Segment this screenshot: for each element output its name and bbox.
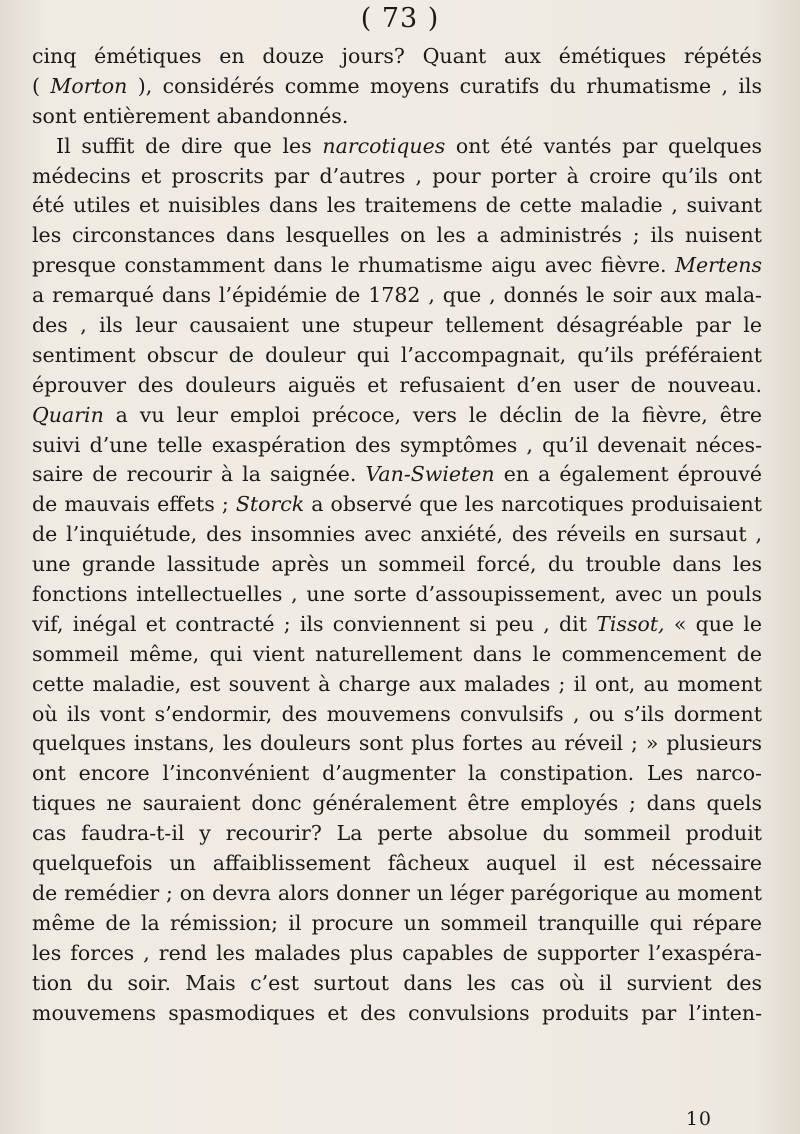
italic-name: Morton [50, 73, 128, 98]
signature-mark: 10 [685, 1108, 712, 1130]
text-segment: les forces , rend les malades plus capables de supporter l’exaspéra- [32, 940, 762, 965]
text-line [32, 401, 762, 431]
italic-name: narcotiques [322, 133, 446, 158]
text-line [32, 281, 762, 311]
italic-name: Van-Swieten [365, 462, 495, 487]
text-segment: les circonstances dans lesquelles on les a administrés ; ils nuisent [32, 223, 762, 248]
body-text [32, 42, 762, 1028]
text-segment: ont encore l’inconvénient d’augmenter la constipation. Les narco- [32, 761, 762, 786]
text-line [32, 431, 762, 461]
text-segment: a vu leur emploi précoce, vers le déclin de la fièvre, être [103, 402, 762, 427]
text-line [32, 969, 762, 999]
text-line [32, 371, 762, 401]
text-line [32, 221, 762, 251]
text-segment: médecins et proscrits par d’autres , pour porter à croire qu’ils ont [32, 163, 762, 188]
text-segment: « que le [664, 611, 762, 636]
text-line [32, 670, 762, 700]
italic-name: Tissot, [596, 611, 665, 636]
text-line [32, 789, 762, 819]
text-segment: tiques ne sauraient donc généralement être employés ; dans quels [32, 791, 762, 816]
text-segment: cas faudra-t-il y recourir? La perte absolue du sommeil produit [32, 821, 762, 846]
text-segment: de l’inquiétude, des insomnies avec anxiété, des réveils en sursaut , [32, 522, 762, 547]
text-line [32, 251, 762, 281]
text-segment: en a également éprouvé [494, 462, 762, 487]
text-segment: suivi d’une telle exaspération des symptômes , qu’il devenait néces- [32, 432, 762, 457]
text-line [32, 102, 762, 132]
text-line [32, 341, 762, 371]
text-line [32, 520, 762, 550]
italic-name: Storck [235, 492, 305, 517]
text-line [32, 700, 762, 730]
text-segment: vif, inégal et contracté ; ils conviennent si peu , dit [32, 611, 597, 636]
text-segment: ont été vantés par quelques [445, 133, 762, 158]
text-line [32, 999, 762, 1029]
text-line [32, 759, 762, 789]
text-segment: été utiles et nuisibles dans les traitemens de cette maladie , suivant [32, 193, 762, 218]
text-line [32, 610, 762, 640]
text-line [32, 132, 762, 162]
text-segment: quelques instans, les douleurs sont plus fortes au réveil ; » plusieurs [32, 731, 762, 756]
italic-name: Mertens [674, 253, 762, 278]
text-line [32, 879, 762, 909]
italic-name: Quarin [32, 402, 104, 427]
text-segment: où ils vont s’endormir, des mouvemens convulsifs , ou s’ils dorment [32, 701, 762, 726]
text-segment: sentiment obscur de douleur qui l’accompagnait, qu’ils préféraient [32, 342, 762, 367]
text-segment: ( [32, 73, 51, 98]
text-segment: quelquefois un affaiblissement fâcheux auquel il est nécessaire [32, 851, 762, 876]
text-segment: une grande lassitude après un sommeil forcé, du trouble dans les [32, 552, 762, 577]
text-line [32, 640, 762, 670]
text-segment: cette maladie, est souvent à charge aux malades ; il ont, au moment [32, 671, 762, 696]
text-segment: sont entièrement abandonnés. [32, 103, 349, 128]
text-line [32, 460, 762, 490]
text-line [32, 939, 762, 969]
text-segment: de mauvais effets ; [32, 492, 236, 517]
text-line [32, 42, 762, 72]
text-segment: presque constamment dans le rhumatisme aigu avec fièvre. [32, 253, 675, 278]
page-number: ( 73 ) [360, 3, 440, 34]
text-line [32, 490, 762, 520]
text-segment: ), considérés comme moyens curatifs du rhumatisme , ils [127, 73, 762, 98]
text-line [32, 909, 762, 939]
text-line [32, 72, 762, 102]
text-segment: même de la rémission; il procure un sommeil tranquille qui répare [32, 910, 762, 935]
text-line [32, 191, 762, 221]
text-segment: Il suffit de dire que les [56, 133, 323, 158]
text-line [32, 162, 762, 192]
text-segment: éprouver des douleurs aiguës et refusaient d’en user de nouveau. [32, 372, 762, 397]
text-line [32, 550, 762, 580]
text-line [32, 311, 762, 341]
text-segment: fonctions intellectuelles , une sorte d’assoupissement, avec un pouls [32, 582, 762, 607]
text-segment: cinq émétiques en douze jours? Quant aux émétiques répétés [32, 44, 762, 68]
text-line [32, 819, 762, 849]
text-line [32, 849, 762, 879]
text-segment: des , ils leur causaient une stupeur tellement désagréable par le [32, 313, 762, 338]
text-segment: saire de recourir à la saignée. [32, 462, 366, 487]
text-segment: mouvemens spasmodiques et des convulsions produits par l’inten- [32, 1000, 762, 1025]
text-line [32, 729, 762, 759]
text-segment: a observé que les narcotiques produisaient [304, 492, 762, 517]
text-segment: tion du soir. Mais c’est surtout dans les cas où il survient des [32, 970, 762, 995]
text-line [32, 580, 762, 610]
text-segment: a remarqué dans l’épidémie de 1782 , que , donnés le soir aux mala- [32, 283, 762, 308]
text-segment: sommeil même, qui vient naturellement dans le commencement de [32, 641, 762, 666]
text-segment: de remédier ; on devra alors donner un léger parégorique au moment [32, 880, 762, 905]
